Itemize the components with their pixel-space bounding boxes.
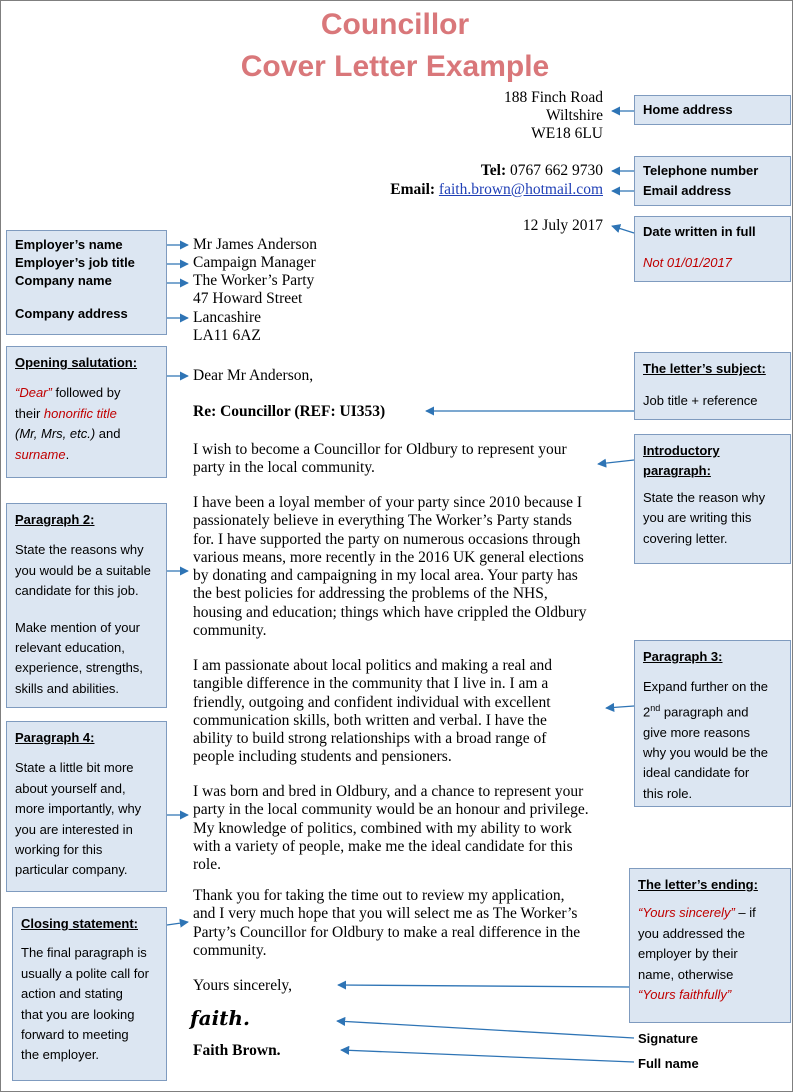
annotation-label: Date written in full xyxy=(643,224,756,239)
annotation-text: relevant education, xyxy=(15,640,125,656)
recipient-line: Mr James Anderson xyxy=(193,236,317,253)
letter-date: 12 July 2017 xyxy=(522,217,603,234)
annotation-full-name: Full name xyxy=(638,1056,699,1071)
annotation-text-tail: . xyxy=(65,446,70,462)
paragraph-line: and I very much hope that you will select me as The Worker’s xyxy=(193,905,578,923)
annotation-label: Company address xyxy=(15,306,128,321)
annotation-label: Employer’s name xyxy=(15,237,123,252)
paragraph-line: ability to build strong relationships with a broad range of xyxy=(193,730,547,748)
arrow xyxy=(612,226,634,233)
tel-label: Tel: xyxy=(480,162,507,179)
arrow xyxy=(606,706,634,708)
annotation-text: The final paragraph is xyxy=(21,945,147,961)
quote-yours-faithfully: “Yours faithfully” xyxy=(638,987,732,1003)
annotation-text: you addressed the xyxy=(638,925,745,941)
annotation-text: employer by their xyxy=(638,946,738,962)
paragraph-line: tangible difference in the community that I live in. I am a xyxy=(193,675,549,693)
annotation-text-tail: paragraph and xyxy=(660,704,749,720)
honorific-examples: (Mr, Mrs, etc.) xyxy=(15,426,96,442)
arrow xyxy=(167,922,188,925)
annotation-label: Employer’s job title xyxy=(15,255,135,270)
arrow xyxy=(341,1050,634,1062)
annotation-text: give more reasons xyxy=(643,724,750,740)
paragraph-line: I have been a loyal member of your party since 2010 because I xyxy=(193,494,583,511)
sender-address-line: WE18 6LU xyxy=(531,125,603,142)
sender-address-line: 188 Finch Road xyxy=(503,89,603,106)
paragraph-line: the best policies for addressing the problems of the NHS, xyxy=(193,585,548,603)
annotation-text: particular company. xyxy=(15,862,128,878)
annotation-heading: Paragraph 3: xyxy=(643,649,723,664)
annotation-heading: paragraph: xyxy=(643,463,711,479)
annotation-heading: Paragraph 4: xyxy=(15,730,95,745)
annotation-text: covering letter. xyxy=(643,530,728,546)
annotation-text: name, otherwise xyxy=(638,966,734,982)
paragraph-line: Party’s Councillor for Oldbury to make a real difference in the xyxy=(193,923,581,941)
annotation-text: you are writing this xyxy=(643,510,752,526)
annotation-text: why you would be the xyxy=(643,744,769,760)
paragraph-line: people including students and pensioners. xyxy=(193,748,452,766)
paragraph-line: community. xyxy=(193,941,267,959)
email-link[interactable]: faith.brown@hotmail.com xyxy=(438,181,603,198)
annotation-label: Company name xyxy=(15,273,112,288)
annotation-heading: Introductory xyxy=(643,443,720,458)
annotation-text: working for this xyxy=(15,842,103,858)
annotation-text-tail: and xyxy=(95,426,121,442)
recipient-line: Campaign Manager xyxy=(193,254,316,271)
annotation-label: Email address xyxy=(643,183,732,199)
annotation-text-tail: followed by xyxy=(51,385,121,401)
dear-quote: “Dear” xyxy=(15,385,52,401)
paragraph-line: housing and education; things which have crippled the Oldbury xyxy=(193,603,587,621)
annotation-text: you would be a suitable xyxy=(15,562,151,578)
paragraph-line: with a variety of people, make me the ideal candidate for this xyxy=(193,837,573,855)
annotation-text: usually a polite call for xyxy=(21,965,149,981)
annotation-text: forward to meeting xyxy=(21,1027,129,1043)
paragraph-line: communication skills, both written and verbal. I have the xyxy=(193,711,547,729)
salutation: Dear Mr Anderson, xyxy=(193,367,314,384)
full-name: Faith Brown. xyxy=(193,1042,281,1059)
sender-address-line: Wiltshire xyxy=(545,107,603,124)
annotation-text: the employer. xyxy=(21,1047,100,1063)
paragraph-line: I was born and bred in Oldbury, and a chance to represent your xyxy=(193,783,584,800)
annotation-note: Not 01/01/2017 xyxy=(643,255,732,271)
annotation-text: experience, strengths, xyxy=(15,660,143,676)
annotation-text: State a little bit more xyxy=(15,760,134,776)
annotation-text: Job title + reference xyxy=(643,393,758,409)
annotation-text: Expand further on the xyxy=(643,679,769,695)
arrow xyxy=(598,460,634,464)
annotation-heading: The letter’s subject: xyxy=(643,361,766,376)
recipient-line: 47 Howard Street xyxy=(193,290,303,307)
annotation-text: this role. xyxy=(643,785,693,801)
annotation-heading: Closing statement: xyxy=(21,916,139,931)
annotation-text-head: their xyxy=(15,405,44,421)
paragraph-line: Thank you for taking the time out to review my application, xyxy=(193,887,565,904)
paragraph-line: friendly, outgoing and confident individual with excellent xyxy=(193,693,551,711)
annotation-text: candidate for this job. xyxy=(15,583,139,599)
annotation-signature: Signature xyxy=(638,1031,698,1046)
annotation-text: skills and abilities. xyxy=(15,680,120,696)
signature: faith. xyxy=(190,1006,250,1030)
paragraph-line: My knowledge of politics, combined with my ability to work xyxy=(193,819,572,837)
quote-yours-sincerely: “Yours sincerely” xyxy=(638,905,735,921)
paragraph-line: I wish to become a Councillor for Oldbury to represent your xyxy=(193,441,567,458)
annotation-heading: Opening salutation: xyxy=(15,355,138,370)
page-title-line1: Councillor xyxy=(320,8,470,41)
email-label: Email: xyxy=(390,181,436,198)
paragraph-line: passionately believe in everything The Worker’s Party stands xyxy=(193,512,572,530)
paragraph-line: by donating and campaigning in my local area. Your party has xyxy=(193,567,578,585)
paragraph-line: role. xyxy=(193,856,221,874)
annotation-label: Home address xyxy=(643,102,733,117)
honorific-title: honorific title xyxy=(43,405,117,421)
paragraph-line: party in the local community would be an honour and privilege. xyxy=(193,801,589,819)
arrow xyxy=(337,1021,634,1038)
annotation-text: you are interested in xyxy=(15,821,133,837)
ordinal-suffix: nd xyxy=(650,702,661,713)
annotation-text: more importantly, why xyxy=(15,801,142,817)
annotation-text: action and stating xyxy=(21,986,123,1002)
letter-subject: Re: Councillor (REF: UI353) xyxy=(193,403,386,420)
page-title-line2: Cover Letter Example xyxy=(240,50,550,83)
paragraph-line: various means, more recently in the 2016 UK general elections xyxy=(193,548,584,566)
closing-phrase: Yours sincerely, xyxy=(193,977,293,994)
annotation-text: State the reason why xyxy=(643,489,766,505)
recipient-line: LA11 6AZ xyxy=(193,327,261,344)
annotation-text: that you are looking xyxy=(21,1006,135,1022)
annotation-text: Make mention of your xyxy=(15,619,141,635)
paragraph-line: community. xyxy=(193,622,267,640)
paragraph-line: I am passionate about local politics and making a real and xyxy=(193,657,552,674)
paragraph-line: party in the local community. xyxy=(193,459,375,477)
tel-value: 0767 662 9730 xyxy=(510,162,603,179)
surname: surname xyxy=(15,446,66,462)
annotation-text: about yourself and, xyxy=(15,780,126,796)
annotation-text-tail: – if xyxy=(734,905,756,921)
annotation-heading: Paragraph 2: xyxy=(15,512,95,527)
recipient-line: The Worker’s Party xyxy=(193,272,315,289)
annotation-text: ideal candidate for xyxy=(643,765,750,781)
annotation-text: State the reasons why xyxy=(15,542,144,558)
arrow xyxy=(338,985,629,987)
annotation-heading: The letter’s ending: xyxy=(638,877,758,892)
paragraph-line: for. I have supported the party on numerous occasions through xyxy=(193,530,581,548)
annotation-label: Telephone number xyxy=(643,163,759,178)
ordinal-number: 2 xyxy=(643,704,651,720)
recipient-line: Lancashire xyxy=(193,309,261,326)
